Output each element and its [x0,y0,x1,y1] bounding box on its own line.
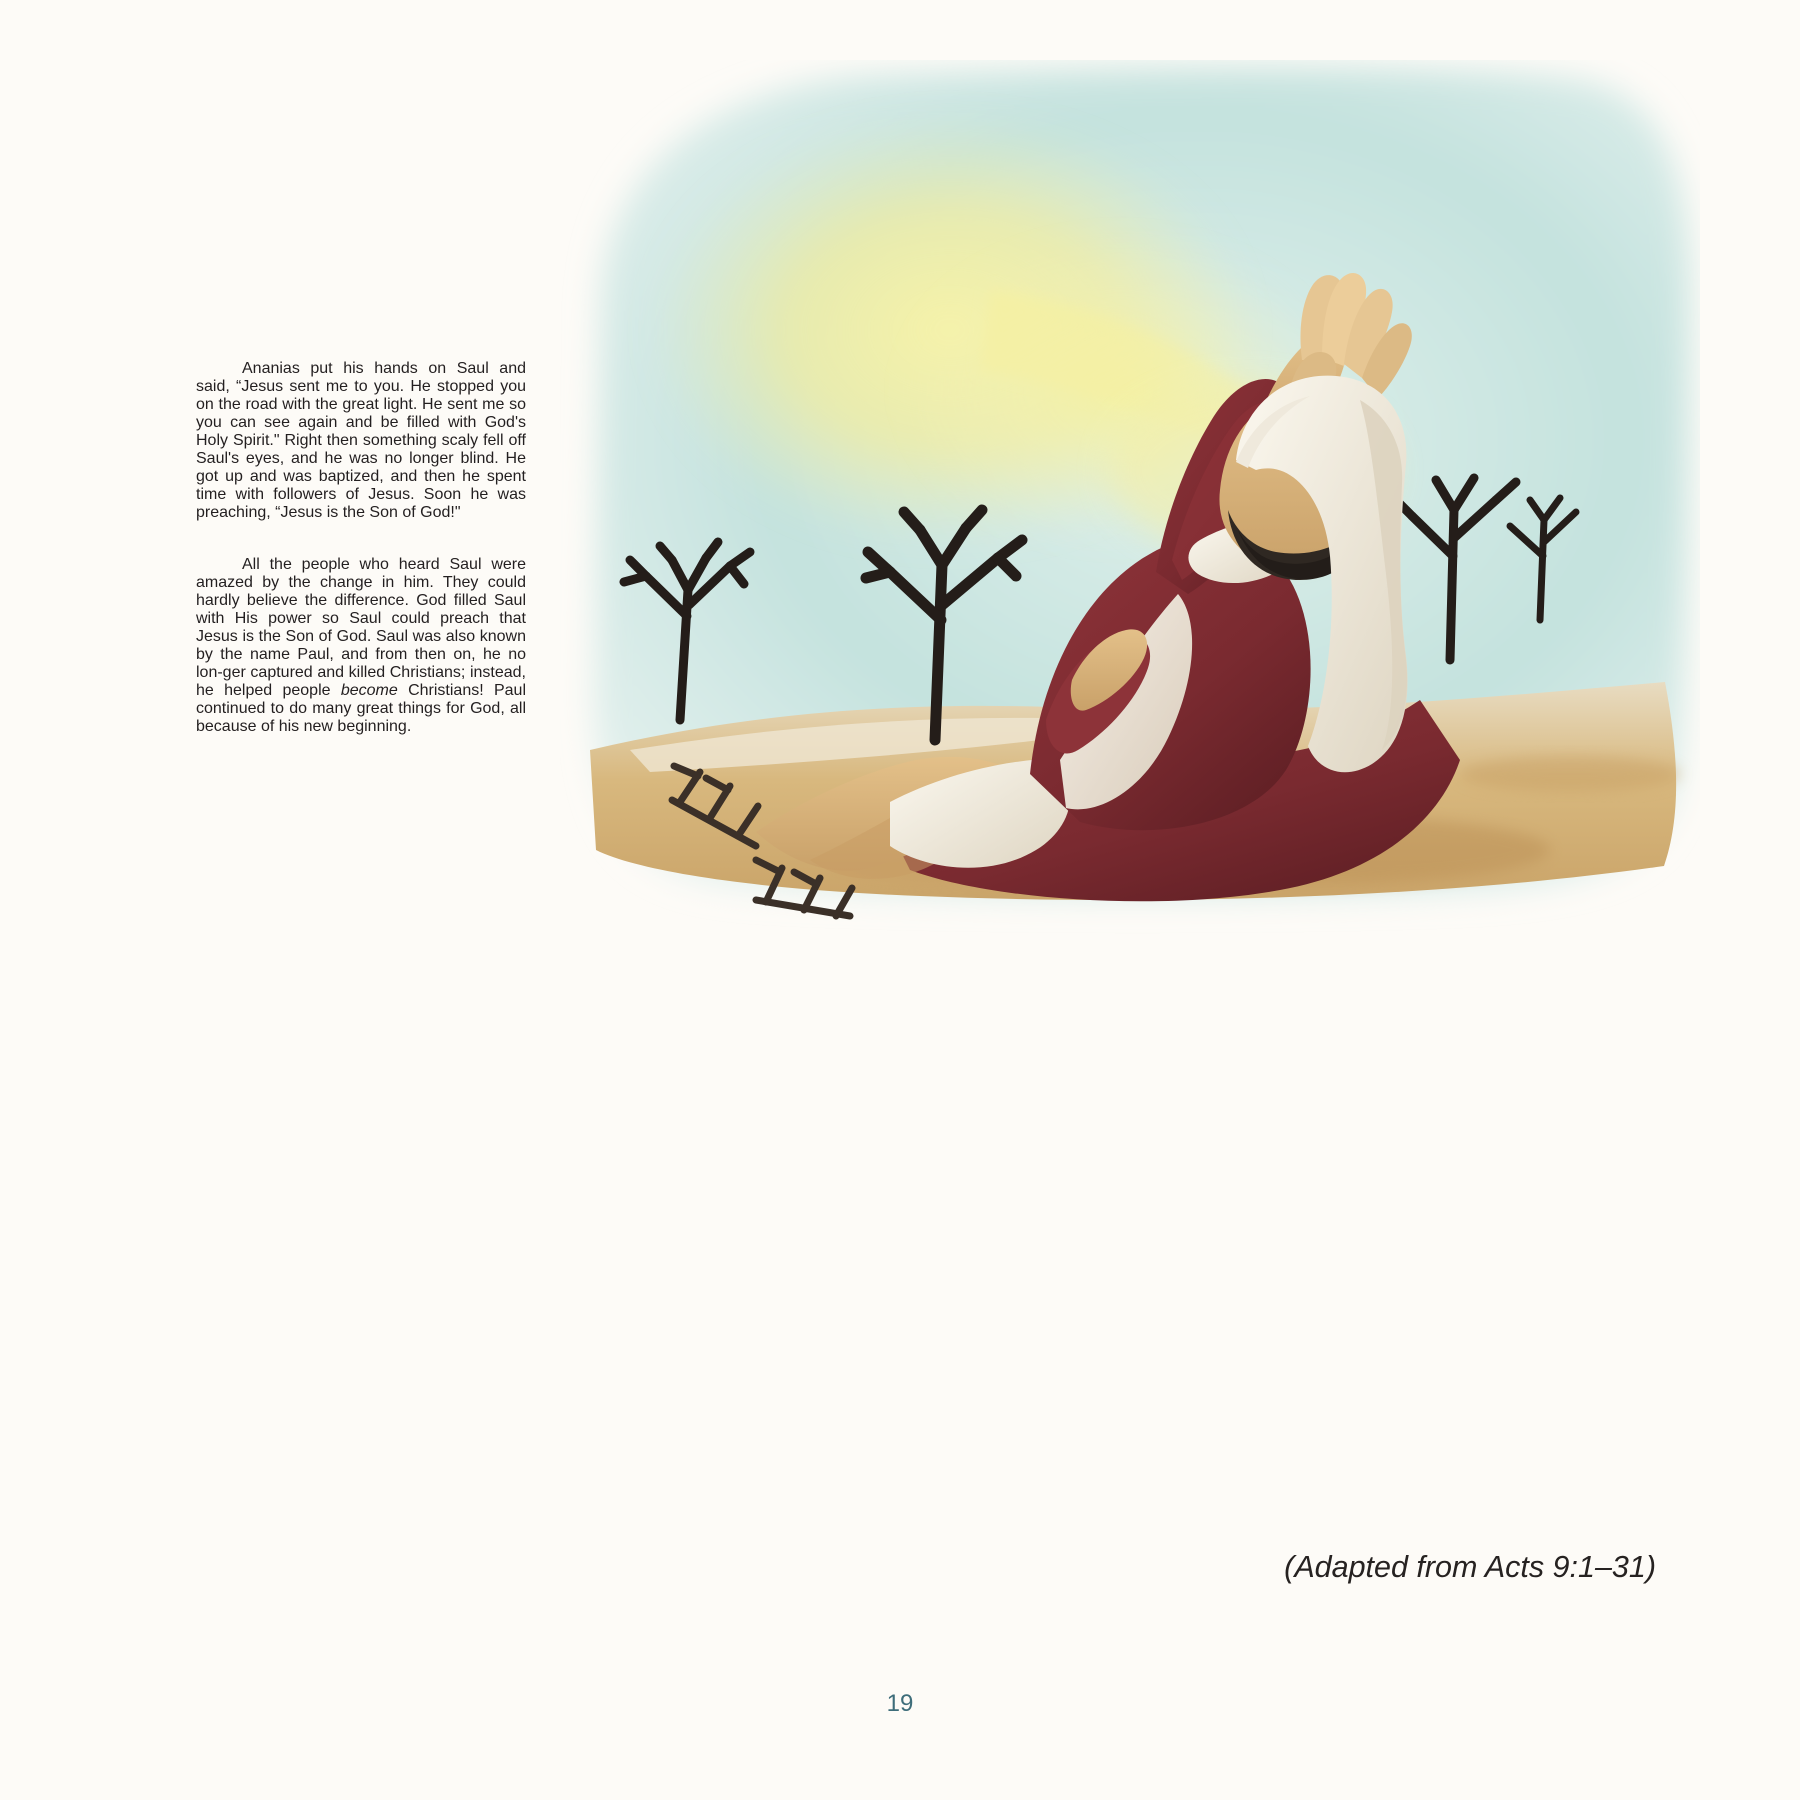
scripture-attribution: (Adapted from Acts 9:1–31) [1284,1550,1656,1584]
story-paragraph-2-part1: All the people who heard Saul were amazed by the change in him. They could hardly believe the difference. God filled Saul with His power so Saul could preach that Jesus is the Son of God. Saul was also known by the name Paul, and from then on, he no lon-ger captured and killed Christians; instead, he helped people [196,556,526,699]
story-paragraph-2-part2: Christians! Paul continued to do many great things for God, all because of his new beginning. [196,682,526,735]
story-paragraph-2-emphasis: become [340,682,398,699]
story-paragraph-1-text: Ananias put his hands on Saul and said, “Jesus sent me to you. He stopped you on the road with the great light. He sent me so you can see again and be filled with God's Holy Spirit." Right then something scaly fell off Saul's eyes, and he was no longer blind. He got up and was baptized, and then he spent time with followers of Jesus. Soon he was preaching, “Jesus is the Son of God!" [196,360,526,521]
body-text-column [196,360,1656,1049]
page-number: 19 [886,1690,914,1717]
